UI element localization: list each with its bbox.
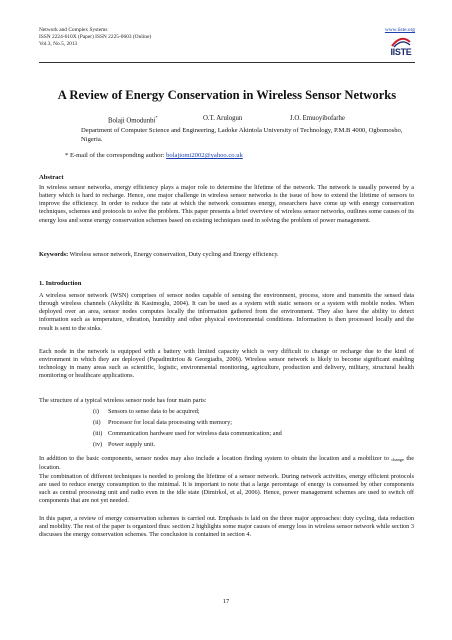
header-divider xyxy=(39,62,415,63)
author-name: Bolaji Omodunbi xyxy=(108,117,156,125)
intro-paragraph-6: In this paper, a review of energy conservation schemes is carried out. Emphasis is laid on the three major approaches: duty cycling, data reduction and mobility. The rest of the paper is organized thus: section 2 highlights some major causes of energy loss in wireless sensor network while section 3 discusses the energy conservation schemes. The conclusion is contained in section 4. xyxy=(39,515,414,539)
author-name: O.T. Arulogun xyxy=(203,115,243,122)
intro-paragraph-5: The combination of different techniques is needed to prolong the lifetime of a sensor network. During network activities, energy efficient protocols are used to reduce energy consumption to the minimal. It is important to note that a large percentage of energy is consumed by other components such as central processing unit and radio even in the idle state (Dimirkol, et al, 2006). Hence, power management schemes are used to switch off components that are not yet needed. xyxy=(39,473,414,505)
list-item xyxy=(93,428,282,439)
author-1 xyxy=(108,115,158,124)
list-item-text: Power supply unit. xyxy=(108,441,156,448)
list-item xyxy=(93,406,282,417)
intro-paragraph-1: A wireless sensor network (WSN) comprises of sensor nodes capable of sensing the environment, process, store and transmits the sensed data through wireless channels (Akyildiz & Kasimoglu, 2004). It can be used as a system with static sensors or a system with mobile nodes. When deployed over an area, sensor nodes computes locally the information gathered from the environment. They also have the ability to detect information such as temperature, vibration, humidity and other physical environmental conditions. Information is then processed locally and the result is sent to the sinks. xyxy=(39,292,414,332)
keywords-text: Wireless sensor network, Energy conservation, Duty cycling and Energy efficiency. xyxy=(68,251,279,258)
p4-text-a: In addition to the basic components, sensor nodes may also include a location finding system to obtain the location and a mobilizer to xyxy=(39,455,392,462)
section-heading-introduction: 1. Introduction xyxy=(39,280,82,287)
p4-text-b: the location. xyxy=(39,455,414,472)
paper-title: A Review of Energy Conservation in Wireless Sensor Networks xyxy=(57,88,397,102)
intro-paragraph-2: Each node in the network is equipped with a battery with limited capacity which is very difficult to change or recharge due to the kind of environment in which they are deployed (Papadimitriou & Georgiadis, 2006). Wireless sensor network is likely to become significant enabling technology in many areas such as scientific, logistic, environmental monitoring, agriculture, production and delivery, military, structural health monitoring or healthcare applications. xyxy=(39,348,414,380)
author-name: J.O. Emuoyibofarhe xyxy=(290,115,345,122)
node-parts-list xyxy=(93,406,282,450)
email-prefix: * E-mail of the corresponding author: xyxy=(65,152,167,159)
journal-name: Network and Complex Systems xyxy=(39,27,108,33)
list-item xyxy=(93,417,282,428)
list-item-text: Sensors to sense data to be acquired; xyxy=(108,408,200,415)
journal-url-link[interactable]: www.iiste.org xyxy=(384,27,415,33)
keywords-line xyxy=(39,251,414,259)
logo-text: IISTE xyxy=(390,47,412,57)
author-2 xyxy=(203,115,242,122)
list-item-number: (i) xyxy=(93,408,99,415)
keywords-label: Keywords: xyxy=(39,251,69,258)
p4-subscript: change xyxy=(391,457,405,462)
list-item xyxy=(93,439,282,450)
list-item-number: (iv) xyxy=(93,441,103,448)
list-item-number: (iii) xyxy=(93,430,103,437)
corresponding-email xyxy=(65,152,243,159)
intro-paragraph-4 xyxy=(39,455,414,472)
email-link[interactable]: bolajiomi2002@yahoo.co.uk xyxy=(166,152,243,159)
author-mark: * xyxy=(155,115,158,120)
affiliation: Department of Computer Science and Engineering, Ladoke Akintola University of Technology, P.M.B 4000, Ogbomosho, Nigeria. xyxy=(81,127,403,143)
journal-volume: Vol.3, No.5, 2013 xyxy=(39,41,78,47)
list-item-text: Communication hardware used for wireless data communication; and xyxy=(108,430,282,437)
abstract-heading: Abstract xyxy=(39,174,64,181)
iiste-logo xyxy=(388,36,414,58)
author-3 xyxy=(290,115,345,122)
journal-issn: ISSN 2224-610X (Paper) ISSN 2225-0603 (Online) xyxy=(39,34,152,40)
page-number: 17 xyxy=(222,598,230,605)
list-item-number: (ii) xyxy=(93,419,101,426)
intro-paragraph-3: The structure of a typical wireless sensor node has four main parts: xyxy=(39,397,207,404)
journal-header xyxy=(39,27,151,48)
list-item-text: Processor for local data processing with memory; xyxy=(108,419,232,426)
abstract-text: In wireless sensor networks, energy efficiency plays a major role to determine the lifetime of the network. The network is usually powered by a battery which is hard to recharge. Hence, one major challenge in wireless sensor networks is the issue of how to extend the lifetime of sensors to improve the efficiency. In order to reduce the rate at which the network consumes energy, researchers have come up with energy conservation techniques, schemes and protocols to solve the problem. This paper presents a brief overview of wireless sensor networks, outlines some causes of its energy loss and some energy conservation schemes based on existing techniques used in solving the problem of power management. xyxy=(39,184,414,224)
